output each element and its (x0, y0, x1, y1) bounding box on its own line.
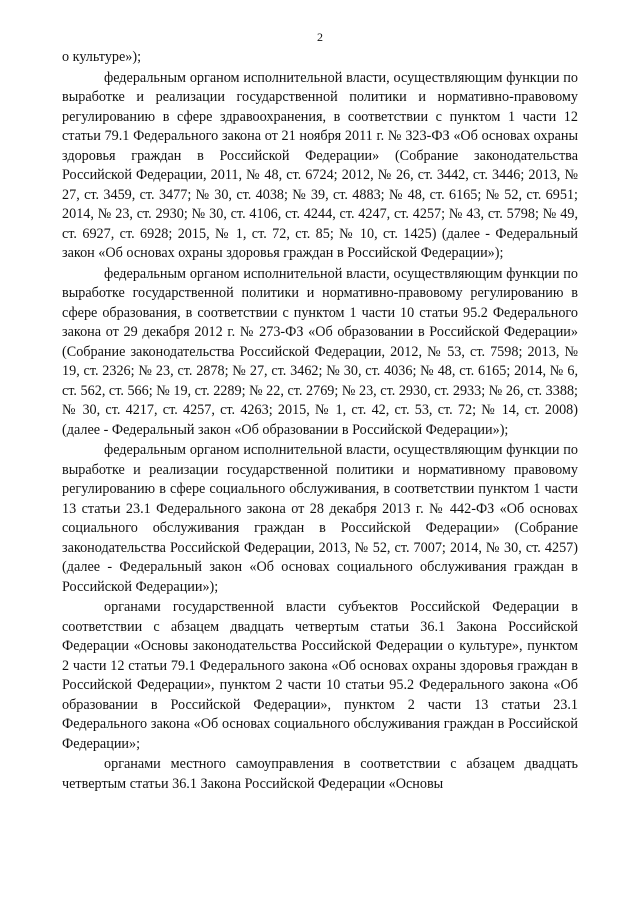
document-body (62, 48, 578, 795)
paragraph-social-service-authority: федеральным органом исполнительной власти, осуществляющим функции по выработке и реализации государственной политики и нормативному правовому регулированию в сфере социального обслуживания, в соответствии пунктом 1 части 13 статьи 23.1 Федерального закона от 28 декабря 2013 г. № 442-ФЗ «Об основах социального обслуживания граждан в Российской Федерации» (Собрание законодательства Российской Федерации, 2013, № 52, ст. 7007; 2014, № 30, ст. 4257) (далее - Федеральный закон «Об основах социального обслуживания граждан в Российской Федерации»); (62, 442, 578, 595)
paragraph-regional-authorities: органами государственной власти субъектов Российской Федерации в соответствии с абзацем двадцать четвертым статьи 36.1 Закона Российской Федерации «Основы законодательства Российской Федерации о культуре», пунктом 2 части 12 статьи 79.1 Федерального закона «Об основах охраны здоровья граждан в Российской Федерации», пунктом 2 части 10 статьи 95.2 Федерального закона «Об образовании в Российской Федерации», пунктом 2 части 13 статьи 23.1 Федерального закона «Об основах социального обслуживания граждан в Российской Федерации»; (62, 599, 578, 752)
paragraph-education-authority: федеральным органом исполнительной власти, осуществляющим функции по выработке государственной политики и нормативно-правовому регулированию в сфере образования, в соответствии с пунктом 1 части 10 статьи 95.2 Федерального закона от 29 декабря 2012 г. № 273-ФЗ «Об образовании в Российской Федерации» (Собрание законодательства Российской Федерации, 2012, № 53, ст. 7598; 2013, № 19, ст. 2326; № 23, ст. 2878; № 27, ст. 3462; № 30, ст. 4036; № 48, ст. 6165; 2014, № 6, ст. 562, ст. 566; № 19, ст. 2289; № 22, ст. 2769; № 23, ст. 2930, ст. 2933; № 26, ст. 3388; № 30, ст. 4217, ст. 4257, ст. 4263; 2015, № 1, ст. 42, ст. 53, ст. 72; № 14, ст. 2008) (далее - Федеральный закон «Об образовании в Российской Федерации»); (62, 265, 578, 438)
paragraph-health-authority: федеральным органом исполнительной власти, осуществляющим функции по выработке и реализации государственной политики и нормативно-правовому регулированию в сфере здравоохранения, в соответствии с пунктом 1 части 12 статьи 79.1 Федерального закона от 21 ноября 2011 г. № 323-ФЗ «Об основах охраны здоровья граждан в Российской Федерации» (Собрание законодательства Российской Федерации, 2011, № 48, ст. 6724; 2012, № 26, ст. 3442, ст. 3446; 2013, № 27, ст. 3459, ст. 3477; № 30, ст. 4038; № 39, ст. 4883; № 48, ст. 6165; № 52, ст. 6951; 2014, № 23, ст. 2930; № 30, ст. 4106, ст. 4244, ст. 4247, ст. 4257; № 43, ст. 5798; № 49, ст. 6927, ст. 6928; 2015, № 1, ст. 72, ст. 85; № 10, ст. 1425) (далее - Федеральный закон «Об основах охраны здоровья граждан в Российской Федерации»); (62, 69, 578, 261)
paragraph-continuation: о культуре»); (62, 49, 142, 65)
paragraph-local-self-government: органами местного самоуправления в соответствии с абзацем двадцать четвертым статьи 36.1 Закона Российской Федерации «Основы (62, 756, 578, 792)
page-number: 2 (317, 30, 323, 44)
